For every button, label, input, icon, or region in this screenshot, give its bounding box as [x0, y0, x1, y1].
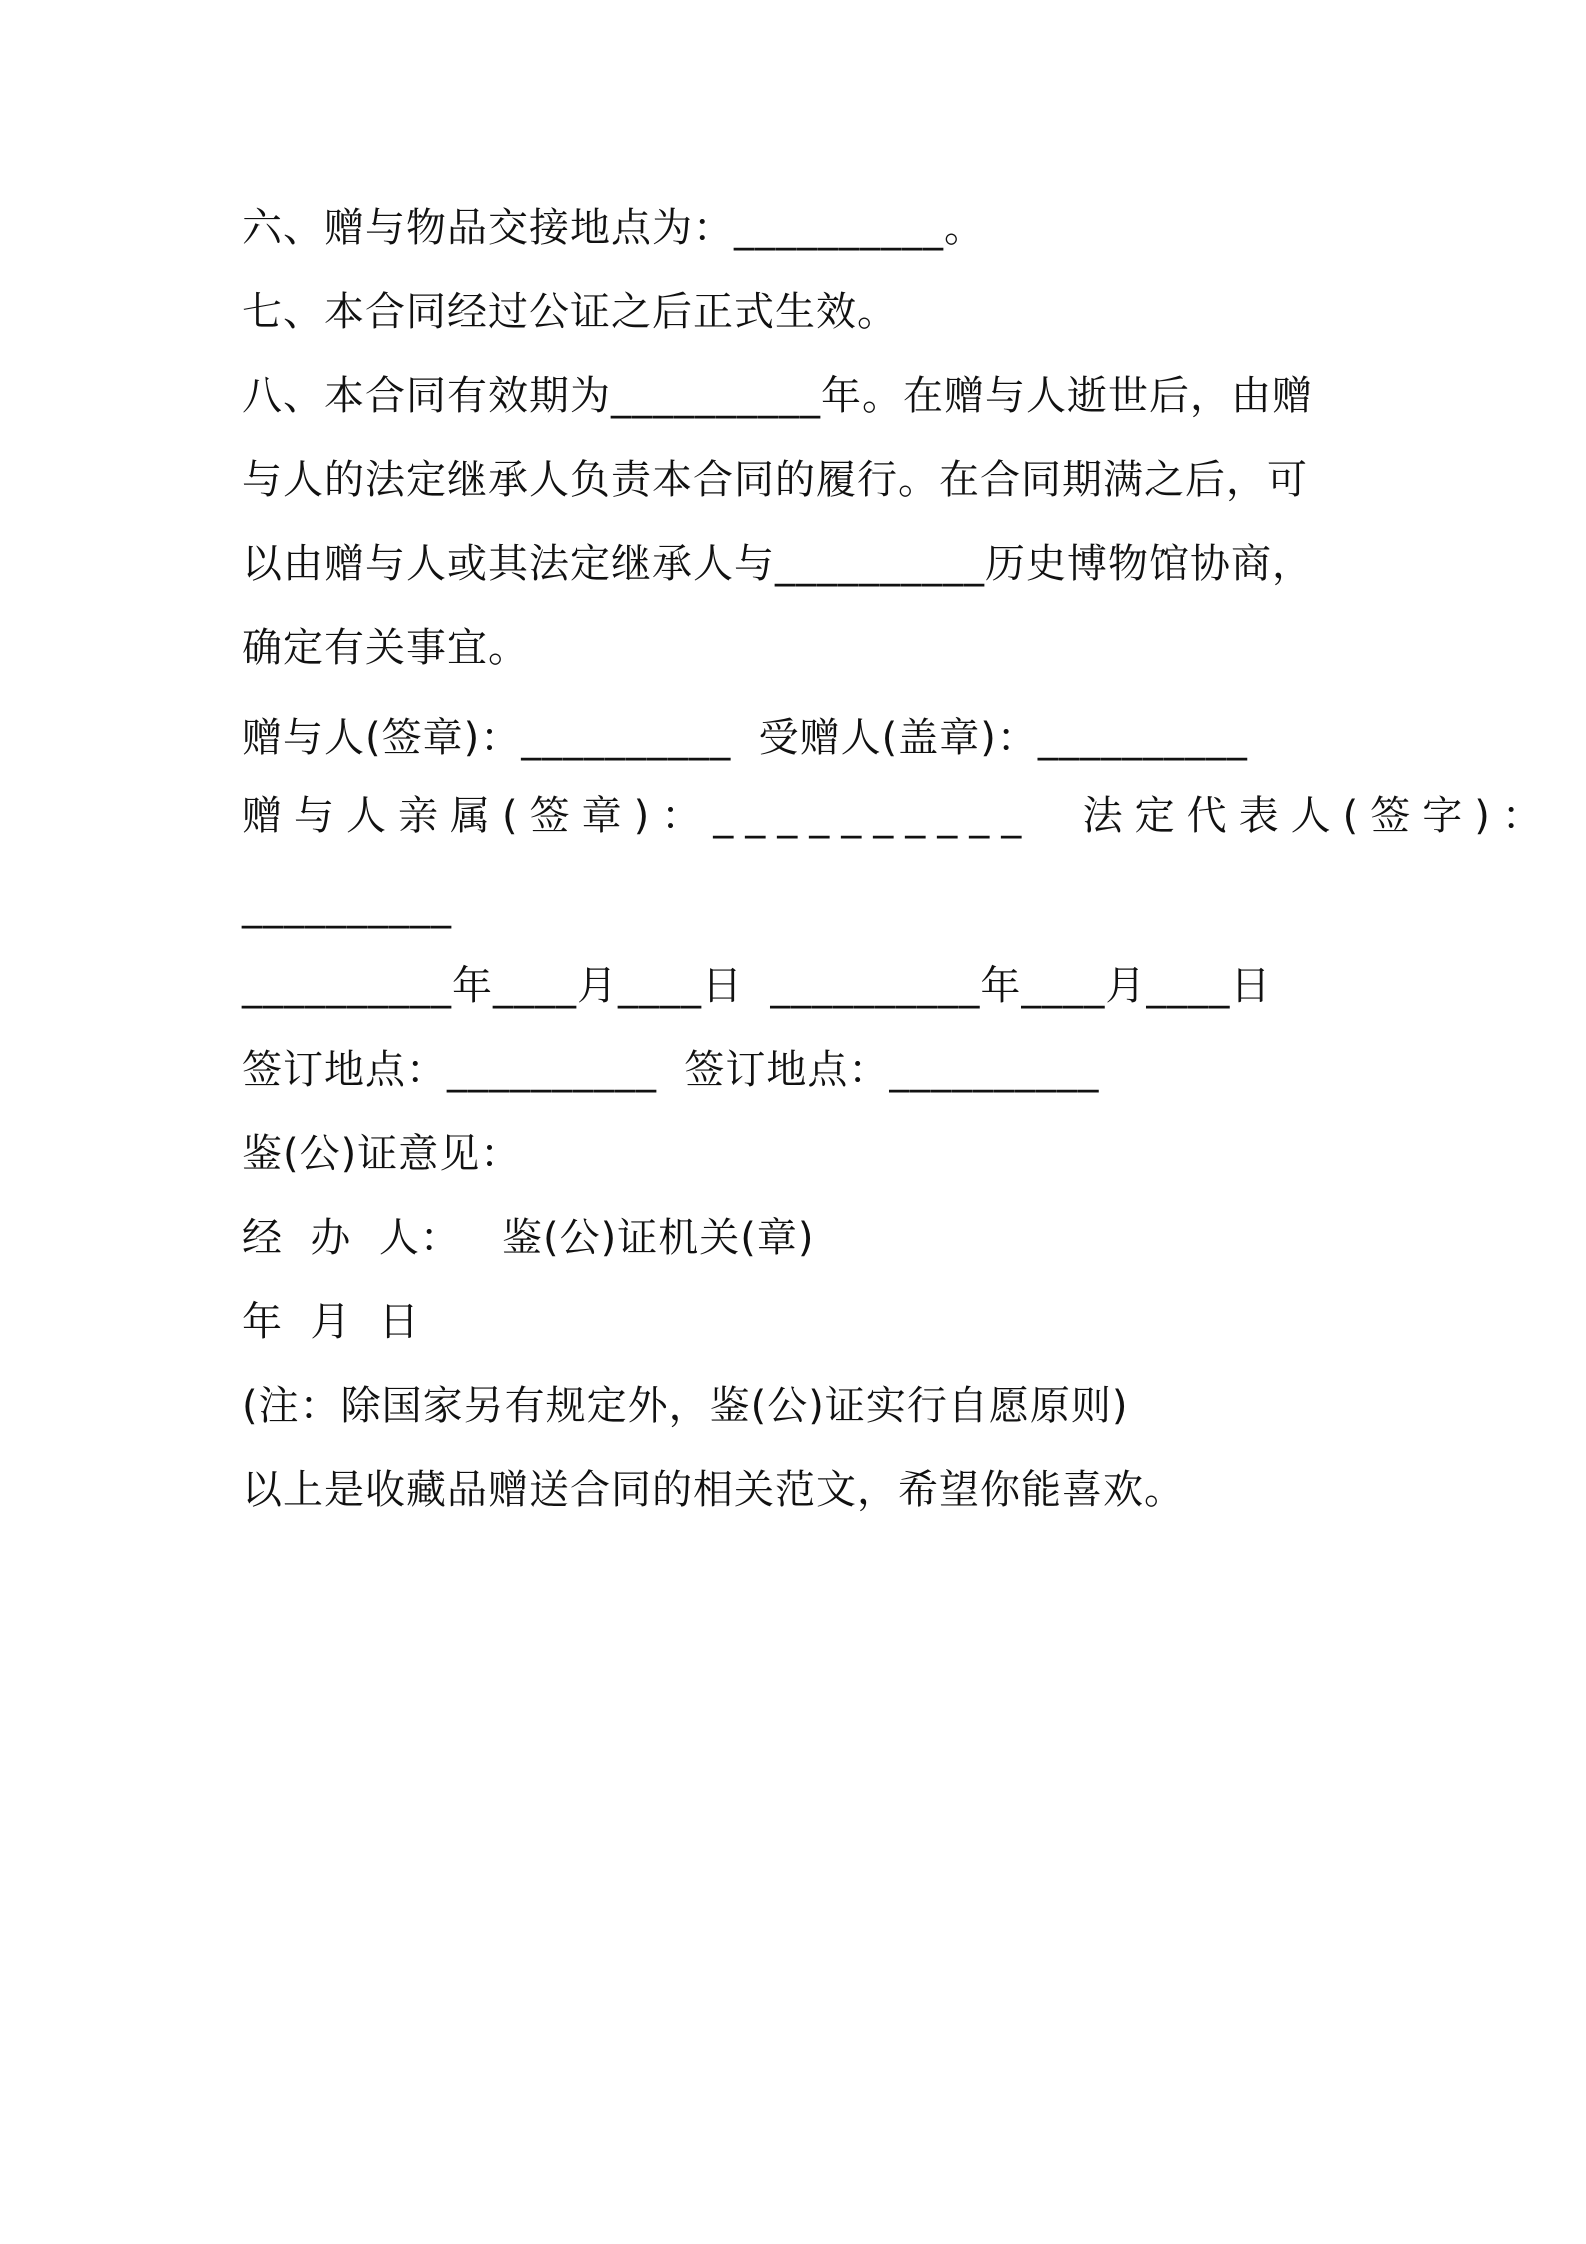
signing-locations: 签订地点：__________ 签订地点：__________: [242, 1047, 1100, 1093]
signature-donor-recipient: 赠与人(签章)：__________ 受赠人(盖章)：__________: [242, 715, 1248, 761]
clause-eight-line-2: 与人的法定继承人负责本合同的履行。在合同期满之后，可: [242, 457, 1308, 503]
notary-date: 年 月 日: [242, 1299, 420, 1345]
note-text: (注：除国家另有规定外，鉴(公)证实行自愿原则): [242, 1383, 1129, 1429]
notary-handler: 经 办 人： 鉴(公)证机关(章): [242, 1215, 815, 1261]
clause-eight-line-3: 以由赠与人或其法定继承人与__________历史博物馆协商，: [242, 541, 1313, 587]
closing-text: 以上是收藏品赠送合同的相关范文，希望你能喜欢。: [242, 1467, 1185, 1513]
notary-opinion-label: 鉴(公)证意见：: [242, 1131, 522, 1177]
signing-dates: __________年____月____日 __________年____月____日: [242, 963, 1272, 1009]
signature-blank: __________: [242, 883, 452, 929]
clause-eight-line-4: 确定有关事宜。: [242, 625, 529, 671]
signature-relative-representative: 赠与人亲属(签章)：__________ 法定代表人(签字)：: [242, 793, 1554, 839]
clause-eight-line-1: 八、本合同有效期为__________年。在赠与人逝世后，由赠: [242, 373, 1313, 419]
clause-seven: 七、本合同经过公证之后正式生效。: [242, 289, 898, 335]
clause-six: 六、赠与物品交接地点为：__________。: [242, 205, 985, 251]
